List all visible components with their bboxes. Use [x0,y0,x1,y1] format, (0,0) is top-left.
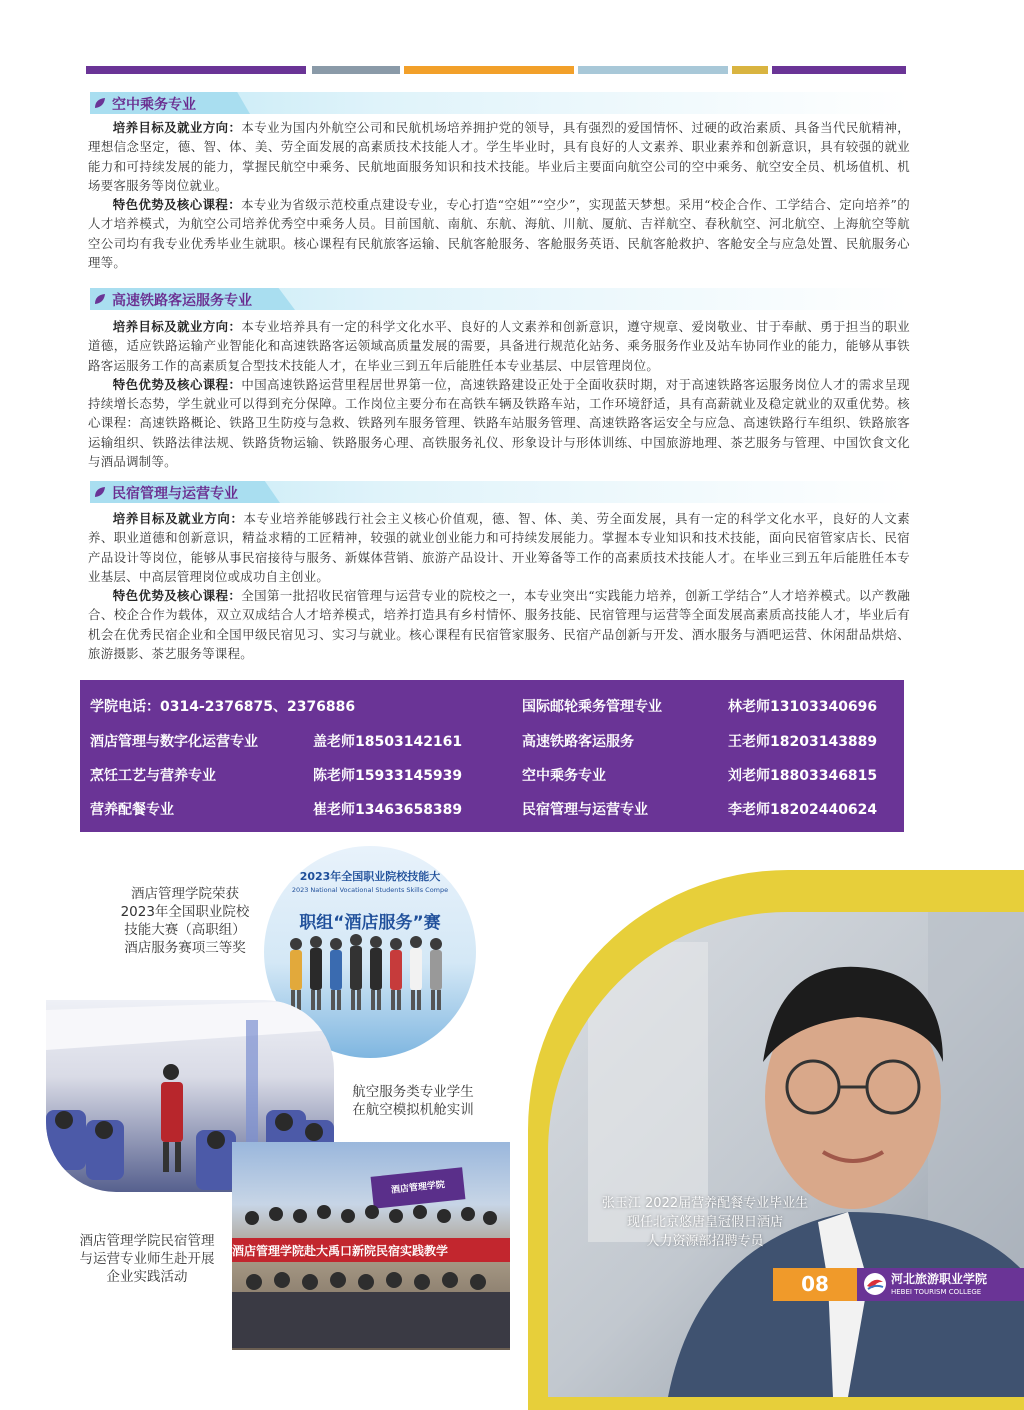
section-title: 高速铁路客运服务专业 [112,293,252,309]
paragraph-label: 特色优势及核心课程： [112,197,242,213]
paragraph-text: 本专业为国内外航空公司和民航机场培养拥护党的领导，具有强烈的爱国情怀、过硬的政治素质、具备当代民航精神，理想信念坚定，德、智、体、美、劳全面发展的高素质技术技能人才。学生毕业时，具有良好的人文素养、职业素养和创新意识，具有较强的就业能力和可持续发展的能力，掌握民航空中乘务、民航地面服务知识和技术技能。毕业后主要面向航空公司的空中乘务、航空安全员、机场值机、机场要客服务等岗位就业。 [88,120,910,193]
contact-teacher: 李老师18202440624 [728,802,878,818]
paragraph-text: 本专业为省级示范校重点建设专业，专心打造“空姐”“空少”，实现蓝天梦想。采用“校企合作、工学结合、定向培养”的人才培养模式，为航空公司培养优秀空中乘务人员。目前国航、南航、东航、海航、川航、厦航、吉祥航空、春秋航空、河北航空、上海航空等航空公司均有我专业优秀毕业生就职。核心课程有民航旅客运输、民航客舱服务、客舱服务英语、民航客舱救护、客舱安全与应急处置、民航服务心理等。 [88,197,910,271]
section-header-homestay [90,481,910,503]
contact-major: 空中乘务专业 [522,768,606,784]
contact-major: 酒店管理与数字化运营专业 [90,734,258,750]
paragraph-label: 培养目标及就业方向： [112,120,242,135]
caption-line: 酒店服务赛项三等奖 [124,940,246,956]
caption-line: 在航空模拟机舱实训 [352,1102,474,1118]
top-decor-bar [86,66,906,78]
contact-teacher: 盖老师18503142161 [313,734,463,750]
contact-teacher: 崔老师13463658389 [313,802,463,818]
section-title: 空中乘务专业 [112,97,196,113]
paragraph-label: 培养目标及就业方向： [112,511,244,526]
practice-flag: 酒店管理学院 [371,1167,466,1208]
caption-graduate [548,1194,862,1251]
college-name-en: HEBEI TOURISM COLLEGE [891,1288,982,1296]
contact-major: 营养配餐专业 [90,802,174,818]
contact-panel [80,680,904,832]
paragraph-text: 本专业培养具有一定的科学文化水平、良好的人文素养和创新意识，遵守规章、爱岗敬业、甘于奉献、勇于担当的职业道德，适应铁路运输产业智能化和高速铁路客运领域高质量发展的需要，具备进行规范化站务、乘务服务作业及站车协同作业的能力，能够从事铁路客运服务工作的高素质复合型技术技能人才，在毕业三到五年后能胜任本专业基层、中层管理岗位。 [88,319,910,373]
award-banner-main: 职组“酒店服务”赛 [299,913,441,933]
contact-teacher: 刘老师18803346815 [728,768,878,784]
leaf-icon [94,486,106,498]
caption-line: 酒店管理学院荣获 [131,886,239,902]
caption-practice [62,1232,232,1286]
leaf-icon [94,293,106,305]
section-title: 民宿管理与运营专业 [112,486,238,502]
college-name-cn: 河北旅游职业学院 [891,1272,988,1286]
paragraph-text: 中国高速铁路运营里程居世界第一位，高速铁路建设正处于全面收获时期，对于高速铁路客运服务岗位人才的需求呈现持续增长态势，学生就业可以得到充分保障。工作岗位主要分布在高铁车辆及铁路车站，工作环境舒适，具有高薪就业及稳定就业的双重优势。核心课程：高速铁路概论、铁路卫生防疫与急救、铁路列车服务管理、铁路车站服务管理、高速铁路客运安全与应急、高速铁路行车组织、铁路旅客运输组织、铁路法律法规、铁路货物运输、铁路服务心理、高铁服务礼仪、形象设计与形体训练、中国旅游地理、茶艺服务与管理、中国饮食文化与酒品调制等。 [88,376,910,470]
practice-group-figures [232,1198,510,1348]
caption-line: 酒店管理学院民宿管理 [79,1233,215,1249]
section-body [88,317,910,471]
caption-cabin [338,1083,488,1119]
caption-line: 2023年全国职业院校 [120,904,250,920]
caption-line: 人力资源部招聘专员 [646,1234,764,1249]
college-logo-bar [857,1268,1024,1301]
contact-major: 民宿管理与运营专业 [522,802,648,818]
section-header-railway [90,288,910,310]
caption-line: 技能大赛（高职组） [124,922,246,938]
practice-banner: 酒店管理学院赴大禹口新院民宿实践教学 [232,1244,449,1258]
paragraph-text: 全国第一批招收民宿管理与运营专业的院校之一，本专业突出“实践能力培养，创新工学结合”人才培养模式。以产教融合、校企合作为载体，双立双成结合人才培养模式，培养打造具有乡村情怀、服务技能、民宿管理与运营等全面发展高素质高技能人才，毕业后有机会在优秀民宿企业和全国甲级民宿见习、实习与就业。核心课程有民宿管家服务、民宿产品创新与开发、酒水服务与酒吧运营、休闲甜品烘焙、旅游摄影、茶艺服务等课程。 [88,588,911,662]
caption-line: 张玉江 2022届营养配餐专业毕业生 [601,1196,809,1211]
paragraph-label: 特色优势及核心课程： [112,376,242,392]
graduate-photo [548,912,1024,1397]
graduate-portrait [548,912,1024,1397]
paragraph-label: 特色优势及核心课程： [112,588,242,604]
college-logo-icon [863,1272,887,1296]
caption-award [100,885,270,957]
contact-teacher: 王老师18203143889 [728,734,878,750]
contact-major: 高速铁路客运服务 [522,734,634,750]
contact-major: 烹饪工艺与营养专业 [90,768,216,784]
leaf-icon [94,97,106,109]
page-number: 08 [773,1268,857,1301]
award-banner-year: 2023年全国职业院校技能大 [299,870,441,883]
section-header-air-cabin [90,92,910,114]
caption-line: 与运营专业师生赴开展 [79,1251,215,1267]
contact-teacher: 林老师13103340696 [728,699,878,715]
paragraph-label: 培养目标及就业方向： [112,319,242,334]
section-body [88,118,910,272]
caption-line: 现任北京悠唐皇冠假日酒店 [626,1215,783,1230]
college-phone: 学院电话：0314-2376875、2376886 [90,699,356,715]
section-body [88,509,910,663]
contact-major: 国际邮轮乘务管理专业 [522,699,662,715]
practice-photo [232,1142,510,1350]
caption-line: 企业实践活动 [106,1269,188,1285]
paragraph-text: 本专业培养能够践行社会主义核心价值观，德、智、体、美、劳全面发展，具有一定的科学文化水平，良好的人文素养、职业道德和创新意识，精益求精的工匠精神，较强的就业创业能力和可持续发展能力。掌握本专业知识和技术技能，面向民宿管家店长、民宿产品设计等岗位，能够从事民宿接待与服务、新媒体营销、旅游产品设计、开业筹备等工作的高素质技术技能人才。在毕业三到五年后能胜任本专业基层、中高层管理岗位或成功自主创业。 [88,511,910,584]
caption-line: 航空服务类专业学生 [352,1084,474,1100]
contact-teacher: 陈老师15933145939 [313,768,463,784]
award-banner-english: 2023 National Vocational Students Skills Compe [291,886,449,894]
